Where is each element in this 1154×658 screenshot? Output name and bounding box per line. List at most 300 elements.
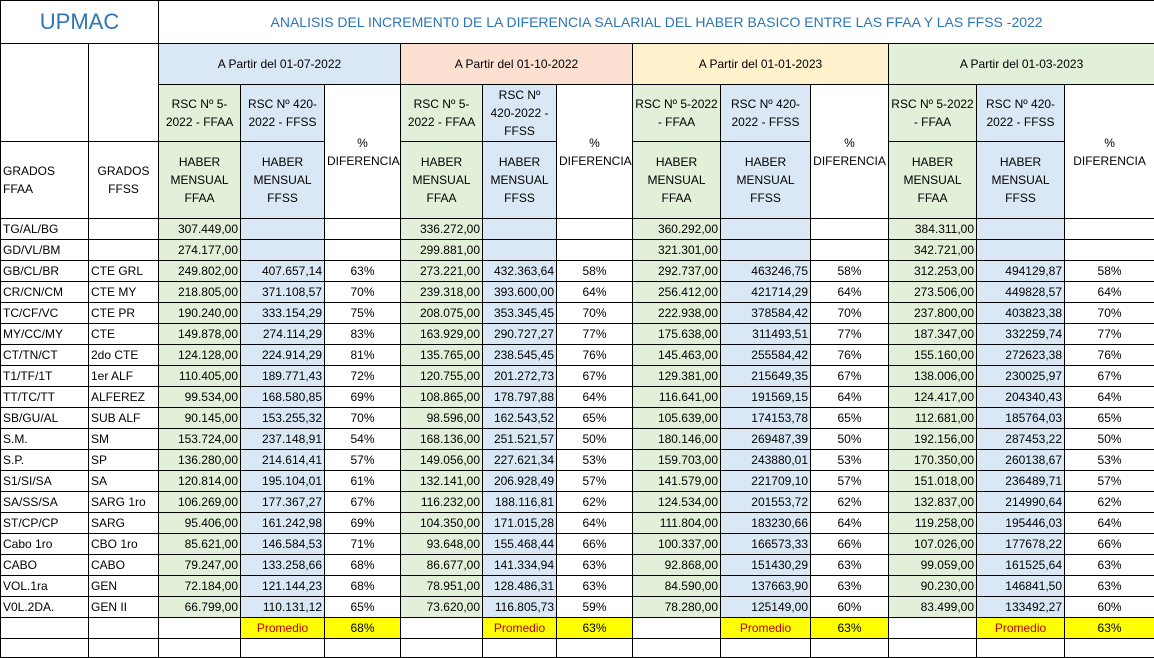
haber-ffaa-cell: 135.765,00 [401, 345, 483, 366]
pct-diferencia-cell: 71% [325, 534, 401, 555]
pct-diferencia-cell [1065, 240, 1154, 261]
haber-ffaa-cell: 66.799,00 [159, 597, 241, 618]
empty-cell [977, 639, 1065, 658]
pct-diferencia-cell [811, 240, 889, 261]
grado-ffss-cell: 1er ALF [89, 366, 159, 387]
pct-diferencia-cell: 77% [811, 324, 889, 345]
haber-ffss-cell [977, 240, 1065, 261]
haber-ffss-cell: 311493,51 [721, 324, 811, 345]
haber-ffss-cell: 201553,72 [721, 492, 811, 513]
pct-diferencia-cell: 64% [1065, 387, 1154, 408]
doc-ffaa-2: RSC Nº 5-2022 - FFAA [401, 85, 483, 142]
grado-ffaa-cell: TT/TC/TT [1, 387, 89, 408]
table-row [1, 534, 1154, 555]
grado-ffss-cell: CTE PR [89, 303, 159, 324]
haber-ffss-cell: 189.771,43 [241, 366, 325, 387]
period-header-3: A Partir del 01-01-2023 [633, 44, 889, 85]
promedio-label: Promedio [977, 618, 1065, 639]
doc-ffss-1: RSC Nº 420-2022 - FFSS [241, 85, 325, 142]
haber-ffss-cell: 494129,87 [977, 261, 1065, 282]
haber-ffaa-cell: 180.146,00 [633, 429, 721, 450]
haber-ffss-cell: 230025,97 [977, 366, 1065, 387]
pct-diferencia-cell: 66% [557, 534, 633, 555]
pct-diferencia-cell: 67% [557, 366, 633, 387]
haber-ffaa-cell: 192.156,00 [889, 429, 977, 450]
pct-diferencia-cell: 57% [325, 450, 401, 471]
haber-ffaa-header-3: HABER MENSUAL FFAA [633, 142, 721, 219]
table-row [1, 261, 1154, 282]
empty-cell [633, 639, 721, 658]
promedio-value: 63% [1065, 618, 1154, 639]
haber-ffss-cell: 141.334,94 [483, 555, 557, 576]
table-row [1, 492, 1154, 513]
pct-diferencia-cell: 70% [325, 408, 401, 429]
doc-ffss-4: RSC Nº 420-2022 - FFSS [977, 85, 1065, 142]
pct-diferencia-cell: 76% [1065, 345, 1154, 366]
empty-cell [1065, 639, 1154, 658]
pct-diferencia-cell: 53% [811, 450, 889, 471]
haber-ffss-cell: 214990,64 [977, 492, 1065, 513]
haber-ffaa-cell: 159.703,00 [633, 450, 721, 471]
pct-diferencia-cell: 57% [1065, 471, 1154, 492]
haber-ffss-cell: 161525,64 [977, 555, 1065, 576]
pct-header-2: % DIFERENCIA [557, 85, 633, 219]
haber-ffaa-cell: 168.136,00 [401, 429, 483, 450]
pct-diferencia-cell: 53% [1065, 450, 1154, 471]
haber-ffaa-cell: 132.837,00 [889, 492, 977, 513]
table-row [1, 555, 1154, 576]
haber-ffaa-cell: 111.804,00 [633, 513, 721, 534]
table-row [1, 303, 1154, 324]
haber-ffaa-cell: 190.240,00 [159, 303, 241, 324]
empty-cell [1, 639, 89, 658]
haber-ffaa-cell: 222.938,00 [633, 303, 721, 324]
haber-ffss-cell: 214.614,41 [241, 450, 325, 471]
pct-diferencia-cell: 70% [557, 303, 633, 324]
empty-cell [159, 618, 241, 639]
grado-ffaa-cell: GB/CL/BR [1, 261, 89, 282]
grado-ffaa-cell: SA/SS/SA [1, 492, 89, 513]
haber-ffaa-cell: 90.145,00 [159, 408, 241, 429]
pct-diferencia-cell [1065, 219, 1154, 240]
pct-diferencia-cell: 62% [557, 492, 633, 513]
empty-cell [721, 639, 811, 658]
pct-diferencia-cell: 64% [811, 513, 889, 534]
haber-ffss-cell: 378584,42 [721, 303, 811, 324]
grado-ffss-cell: CTE GRL [89, 261, 159, 282]
grado-ffaa-cell: S1/SI/SA [1, 471, 89, 492]
haber-ffaa-cell: 124.128,00 [159, 345, 241, 366]
haber-ffss-header-4: HABER MENSUAL FFSS [977, 142, 1065, 219]
period-header-1: A Partir del 01-07-2022 [159, 44, 401, 85]
pct-header-3: % DIFERENCIA [811, 85, 889, 219]
haber-ffss-cell: 128.486,31 [483, 576, 557, 597]
doc-ffss-2: RSC Nº 420-2022 - FFSS [483, 85, 557, 142]
doc-ffaa-3: RSC Nº 5-2022 - FFAA [633, 85, 721, 142]
haber-ffaa-cell: 73.620,00 [401, 597, 483, 618]
haber-ffaa-cell: 237.800,00 [889, 303, 977, 324]
grado-ffaa-cell: V0L.2DA. [1, 597, 89, 618]
pct-diferencia-cell: 63% [557, 555, 633, 576]
haber-ffss-cell: 168.580,85 [241, 387, 325, 408]
haber-ffss-cell: 371.108,57 [241, 282, 325, 303]
table-row [1, 471, 1154, 492]
grado-ffaa-cell: GD/VL/BM [1, 240, 89, 261]
haber-ffaa-cell: 124.417,00 [889, 387, 977, 408]
pct-diferencia-cell: 64% [811, 387, 889, 408]
haber-ffaa-cell: 249.802,00 [159, 261, 241, 282]
haber-ffss-cell [483, 240, 557, 261]
haber-ffss-cell: 332259,74 [977, 324, 1065, 345]
haber-ffaa-cell: 360.292,00 [633, 219, 721, 240]
haber-ffss-cell: 432.363,64 [483, 261, 557, 282]
empty-cell [811, 639, 889, 658]
promedio-value: 63% [811, 618, 889, 639]
pct-diferencia-cell: 68% [325, 576, 401, 597]
pct-diferencia-cell: 50% [811, 429, 889, 450]
haber-ffss-cell [721, 240, 811, 261]
grado-ffss-cell: CABO [89, 555, 159, 576]
haber-ffaa-cell: 145.463,00 [633, 345, 721, 366]
haber-ffss-cell: 133.258,66 [241, 555, 325, 576]
grados-ffss-header: GRADOS FFSS [89, 142, 159, 219]
pct-diferencia-cell: 65% [325, 597, 401, 618]
grado-ffaa-cell: S.P. [1, 450, 89, 471]
pct-diferencia-cell: 62% [1065, 492, 1154, 513]
haber-ffss-cell: 260138,67 [977, 450, 1065, 471]
empty-cell [89, 618, 159, 639]
pct-diferencia-cell: 81% [325, 345, 401, 366]
pct-diferencia-cell: 68% [325, 555, 401, 576]
haber-ffss-cell: 183230,66 [721, 513, 811, 534]
haber-ffss-cell: 151430,29 [721, 555, 811, 576]
table-row [1, 513, 1154, 534]
grado-ffss-cell: SP [89, 450, 159, 471]
pct-diferencia-cell: 65% [1065, 408, 1154, 429]
haber-ffss-cell: 393.600,00 [483, 282, 557, 303]
pct-diferencia-cell: 58% [1065, 261, 1154, 282]
haber-ffss-cell: 238.545,45 [483, 345, 557, 366]
haber-ffss-cell: 185764,03 [977, 408, 1065, 429]
haber-ffaa-cell: 129.381,00 [633, 366, 721, 387]
empty-cell [889, 618, 977, 639]
haber-ffaa-cell: 105.639,00 [633, 408, 721, 429]
pct-diferencia-cell: 66% [811, 534, 889, 555]
haber-ffaa-cell: 155.160,00 [889, 345, 977, 366]
empty-header-cell [89, 44, 159, 142]
haber-ffaa-cell: 149.056,00 [401, 450, 483, 471]
pct-diferencia-cell [811, 219, 889, 240]
pct-diferencia-cell: 50% [1065, 429, 1154, 450]
haber-ffss-cell: 188.116,81 [483, 492, 557, 513]
grado-ffss-cell: SM [89, 429, 159, 450]
haber-ffss-cell [483, 219, 557, 240]
haber-ffss-cell: 155.468,44 [483, 534, 557, 555]
haber-ffaa-cell: 108.865,00 [401, 387, 483, 408]
grado-ffaa-cell: TC/CF/VC [1, 303, 89, 324]
haber-ffaa-cell: 104.350,00 [401, 513, 483, 534]
haber-ffss-cell: 224.914,29 [241, 345, 325, 366]
grado-ffaa-cell: TG/AL/BG [1, 219, 89, 240]
pct-diferencia-cell: 66% [1065, 534, 1154, 555]
haber-ffaa-cell: 163.929,00 [401, 324, 483, 345]
haber-ffss-header-1: HABER MENSUAL FFSS [241, 142, 325, 219]
grado-ffaa-cell: T1/TF/1T [1, 366, 89, 387]
haber-ffaa-header-1: HABER MENSUAL FFAA [159, 142, 241, 219]
haber-ffaa-cell: 153.724,00 [159, 429, 241, 450]
haber-ffaa-cell: 299.881,00 [401, 240, 483, 261]
grado-ffaa-cell: S.M. [1, 429, 89, 450]
blank-row [1, 639, 1154, 658]
promedio-value: 63% [557, 618, 633, 639]
table-row [1, 240, 1154, 261]
haber-ffss-cell [241, 240, 325, 261]
grado-ffss-cell [89, 240, 159, 261]
doc-ffss-3: RSC Nº 420-2022 - FFSS [721, 85, 811, 142]
pct-diferencia-cell: 50% [557, 429, 633, 450]
haber-ffaa-cell: 175.638,00 [633, 324, 721, 345]
table-row [1, 597, 1154, 618]
empty-cell [401, 618, 483, 639]
haber-ffss-cell: 236489,71 [977, 471, 1065, 492]
haber-ffaa-cell: 124.534,00 [633, 492, 721, 513]
haber-ffss-cell: 177678,22 [977, 534, 1065, 555]
haber-ffaa-cell: 78.951,00 [401, 576, 483, 597]
haber-ffss-cell: 215649,35 [721, 366, 811, 387]
haber-ffaa-cell: 132.141,00 [401, 471, 483, 492]
haber-ffss-cell: 204340,43 [977, 387, 1065, 408]
grado-ffaa-cell: CABO [1, 555, 89, 576]
pct-diferencia-cell: 64% [557, 387, 633, 408]
grado-ffss-cell: 2do CTE [89, 345, 159, 366]
grado-ffss-cell: CTE [89, 324, 159, 345]
haber-ffaa-cell: 106.269,00 [159, 492, 241, 513]
haber-ffss-cell: 171.015,28 [483, 513, 557, 534]
haber-ffaa-cell: 100.337,00 [633, 534, 721, 555]
doc-ffaa-4: RSC Nº 5-2022 - FFAA [889, 85, 977, 142]
pct-diferencia-cell: 77% [1065, 324, 1154, 345]
pct-diferencia-cell: 67% [325, 492, 401, 513]
table-row [1, 387, 1154, 408]
haber-ffss-cell: 227.621,34 [483, 450, 557, 471]
haber-ffaa-cell: 95.406,00 [159, 513, 241, 534]
pct-diferencia-cell: 69% [325, 387, 401, 408]
table-row [1, 450, 1154, 471]
haber-ffaa-cell: 136.280,00 [159, 450, 241, 471]
haber-ffss-cell: 153.255,32 [241, 408, 325, 429]
haber-ffss-cell: 449828,57 [977, 282, 1065, 303]
pct-header-4: % DIFERENCIA [1065, 85, 1154, 219]
haber-ffaa-cell: 307.449,00 [159, 219, 241, 240]
haber-ffaa-cell: 149.878,00 [159, 324, 241, 345]
empty-cell [159, 639, 241, 658]
pct-diferencia-cell: 58% [811, 261, 889, 282]
pct-diferencia-cell: 63% [811, 576, 889, 597]
pct-diferencia-cell: 70% [811, 303, 889, 324]
haber-ffaa-cell: 84.590,00 [633, 576, 721, 597]
haber-ffaa-cell: 86.677,00 [401, 555, 483, 576]
empty-cell [483, 639, 557, 658]
pct-diferencia-cell: 76% [811, 345, 889, 366]
promedio-label: Promedio [483, 618, 557, 639]
pct-diferencia-cell: 76% [557, 345, 633, 366]
haber-ffss-header-3: HABER MENSUAL FFSS [721, 142, 811, 219]
pct-diferencia-cell: 77% [557, 324, 633, 345]
haber-ffss-cell: 133492,27 [977, 597, 1065, 618]
haber-ffss-cell: 116.805,73 [483, 597, 557, 618]
haber-ffss-cell: 463246,75 [721, 261, 811, 282]
haber-ffss-cell: 191569,15 [721, 387, 811, 408]
haber-ffss-cell: 290.727,27 [483, 324, 557, 345]
haber-ffss-cell: 274.114,29 [241, 324, 325, 345]
empty-cell [557, 639, 633, 658]
pct-diferencia-cell: 65% [557, 408, 633, 429]
grados-ffaa-header: GRADOS FFAA [1, 142, 89, 219]
pct-diferencia-cell: 65% [811, 408, 889, 429]
empty-cell [889, 639, 977, 658]
pct-diferencia-cell: 64% [811, 282, 889, 303]
table-row [1, 282, 1154, 303]
haber-ffaa-cell: 110.405,00 [159, 366, 241, 387]
empty-cell [1, 618, 89, 639]
pct-diferencia-cell: 60% [1065, 597, 1154, 618]
logo: UPMAC [1, 1, 159, 44]
haber-ffaa-cell: 83.499,00 [889, 597, 977, 618]
pct-diferencia-cell: 64% [1065, 513, 1154, 534]
table-row [1, 366, 1154, 387]
empty-cell [241, 639, 325, 658]
haber-ffaa-cell: 342.721,00 [889, 240, 977, 261]
grado-ffaa-cell: SB/GU/AL [1, 408, 89, 429]
pct-diferencia-cell: 64% [557, 282, 633, 303]
haber-ffss-cell: 243880,01 [721, 450, 811, 471]
grado-ffaa-cell: ST/CP/CP [1, 513, 89, 534]
haber-ffss-cell: 272623,38 [977, 345, 1065, 366]
haber-ffaa-cell: 170.350,00 [889, 450, 977, 471]
haber-ffss-cell: 162.543,52 [483, 408, 557, 429]
grado-ffss-cell [89, 219, 159, 240]
pct-diferencia-cell: 54% [325, 429, 401, 450]
pct-diferencia-cell: 70% [325, 282, 401, 303]
haber-ffaa-cell: 256.412,00 [633, 282, 721, 303]
pct-diferencia-cell: 63% [811, 555, 889, 576]
haber-ffaa-cell: 321.301,00 [633, 240, 721, 261]
haber-ffss-cell: 269487,39 [721, 429, 811, 450]
grado-ffss-cell: CTE MY [89, 282, 159, 303]
pct-diferencia-cell: 72% [325, 366, 401, 387]
haber-ffss-cell: 161.242,98 [241, 513, 325, 534]
haber-ffaa-cell: 141.579,00 [633, 471, 721, 492]
pct-diferencia-cell: 83% [325, 324, 401, 345]
empty-cell [89, 639, 159, 658]
haber-ffaa-cell: 138.006,00 [889, 366, 977, 387]
haber-ffss-cell: 237.148,91 [241, 429, 325, 450]
grado-ffaa-cell: CT/TN/CT [1, 345, 89, 366]
pct-diferencia-cell: 53% [557, 450, 633, 471]
haber-ffss-cell: 421714,29 [721, 282, 811, 303]
promedio-label: Promedio [241, 618, 325, 639]
empty-cell [401, 639, 483, 658]
haber-ffaa-header-2: HABER MENSUAL FFAA [401, 142, 483, 219]
table-row [1, 408, 1154, 429]
haber-ffaa-cell: 120.814,00 [159, 471, 241, 492]
pct-diferencia-cell: 61% [325, 471, 401, 492]
haber-ffaa-cell: 112.681,00 [889, 408, 977, 429]
table-row [1, 219, 1154, 240]
haber-ffss-cell [241, 219, 325, 240]
haber-ffss-cell: 251.521,57 [483, 429, 557, 450]
grado-ffss-cell: SARG [89, 513, 159, 534]
table-row [1, 324, 1154, 345]
grado-ffaa-cell: Cabo 1ro [1, 534, 89, 555]
haber-ffaa-cell: 274.177,00 [159, 240, 241, 261]
haber-ffaa-cell: 239.318,00 [401, 282, 483, 303]
promedio-label: Promedio [721, 618, 811, 639]
empty-cell [633, 618, 721, 639]
haber-ffaa-cell: 116.232,00 [401, 492, 483, 513]
haber-ffaa-cell: 273.506,00 [889, 282, 977, 303]
haber-ffss-cell: 255584,42 [721, 345, 811, 366]
pct-diferencia-cell: 57% [557, 471, 633, 492]
pct-diferencia-cell [325, 240, 401, 261]
pct-diferencia-cell: 58% [557, 261, 633, 282]
pct-diferencia-cell [325, 219, 401, 240]
haber-ffss-cell: 333.154,29 [241, 303, 325, 324]
pct-diferencia-cell: 63% [325, 261, 401, 282]
promedio-row [1, 618, 1154, 639]
grado-ffss-cell: ALFEREZ [89, 387, 159, 408]
grado-ffss-cell: SARG 1ro [89, 492, 159, 513]
pct-diferencia-cell: 67% [811, 366, 889, 387]
haber-ffss-cell: 178.797,88 [483, 387, 557, 408]
pct-diferencia-cell [557, 240, 633, 261]
haber-ffaa-cell: 92.868,00 [633, 555, 721, 576]
haber-ffaa-cell: 336.272,00 [401, 219, 483, 240]
haber-ffaa-cell: 99.534,00 [159, 387, 241, 408]
grado-ffss-cell: GEN II [89, 597, 159, 618]
haber-ffss-cell: 121.144,23 [241, 576, 325, 597]
haber-ffaa-cell: 72.184,00 [159, 576, 241, 597]
grado-ffss-cell: CBO 1ro [89, 534, 159, 555]
haber-ffaa-cell: 116.641,00 [633, 387, 721, 408]
haber-ffaa-cell: 90.230,00 [889, 576, 977, 597]
haber-ffss-cell: 221709,10 [721, 471, 811, 492]
haber-ffaa-cell: 98.596,00 [401, 408, 483, 429]
haber-ffaa-cell: 79.247,00 [159, 555, 241, 576]
pct-diferencia-cell: 75% [325, 303, 401, 324]
haber-ffss-cell: 177.367,27 [241, 492, 325, 513]
haber-ffaa-cell: 107.026,00 [889, 534, 977, 555]
haber-ffaa-cell: 78.280,00 [633, 597, 721, 618]
haber-ffss-cell: 166573,33 [721, 534, 811, 555]
haber-ffss-cell [721, 219, 811, 240]
pct-diferencia-cell: 64% [1065, 282, 1154, 303]
haber-ffss-cell: 353.345,45 [483, 303, 557, 324]
haber-ffss-cell: 206.928,49 [483, 471, 557, 492]
haber-ffaa-cell: 119.258,00 [889, 513, 977, 534]
table-row [1, 429, 1154, 450]
haber-ffss-cell: 195.104,01 [241, 471, 325, 492]
haber-ffaa-cell: 187.347,00 [889, 324, 977, 345]
grado-ffaa-cell: MY/CC/MY [1, 324, 89, 345]
grado-ffss-cell: SA [89, 471, 159, 492]
haber-ffaa-cell: 120.755,00 [401, 366, 483, 387]
haber-ffss-cell [977, 219, 1065, 240]
grado-ffaa-cell: CR/CN/CM [1, 282, 89, 303]
haber-ffaa-cell: 218.805,00 [159, 282, 241, 303]
haber-ffss-header-2: HABER MENSUAL FFSS [483, 142, 557, 219]
pct-diferencia-cell: 63% [1065, 576, 1154, 597]
